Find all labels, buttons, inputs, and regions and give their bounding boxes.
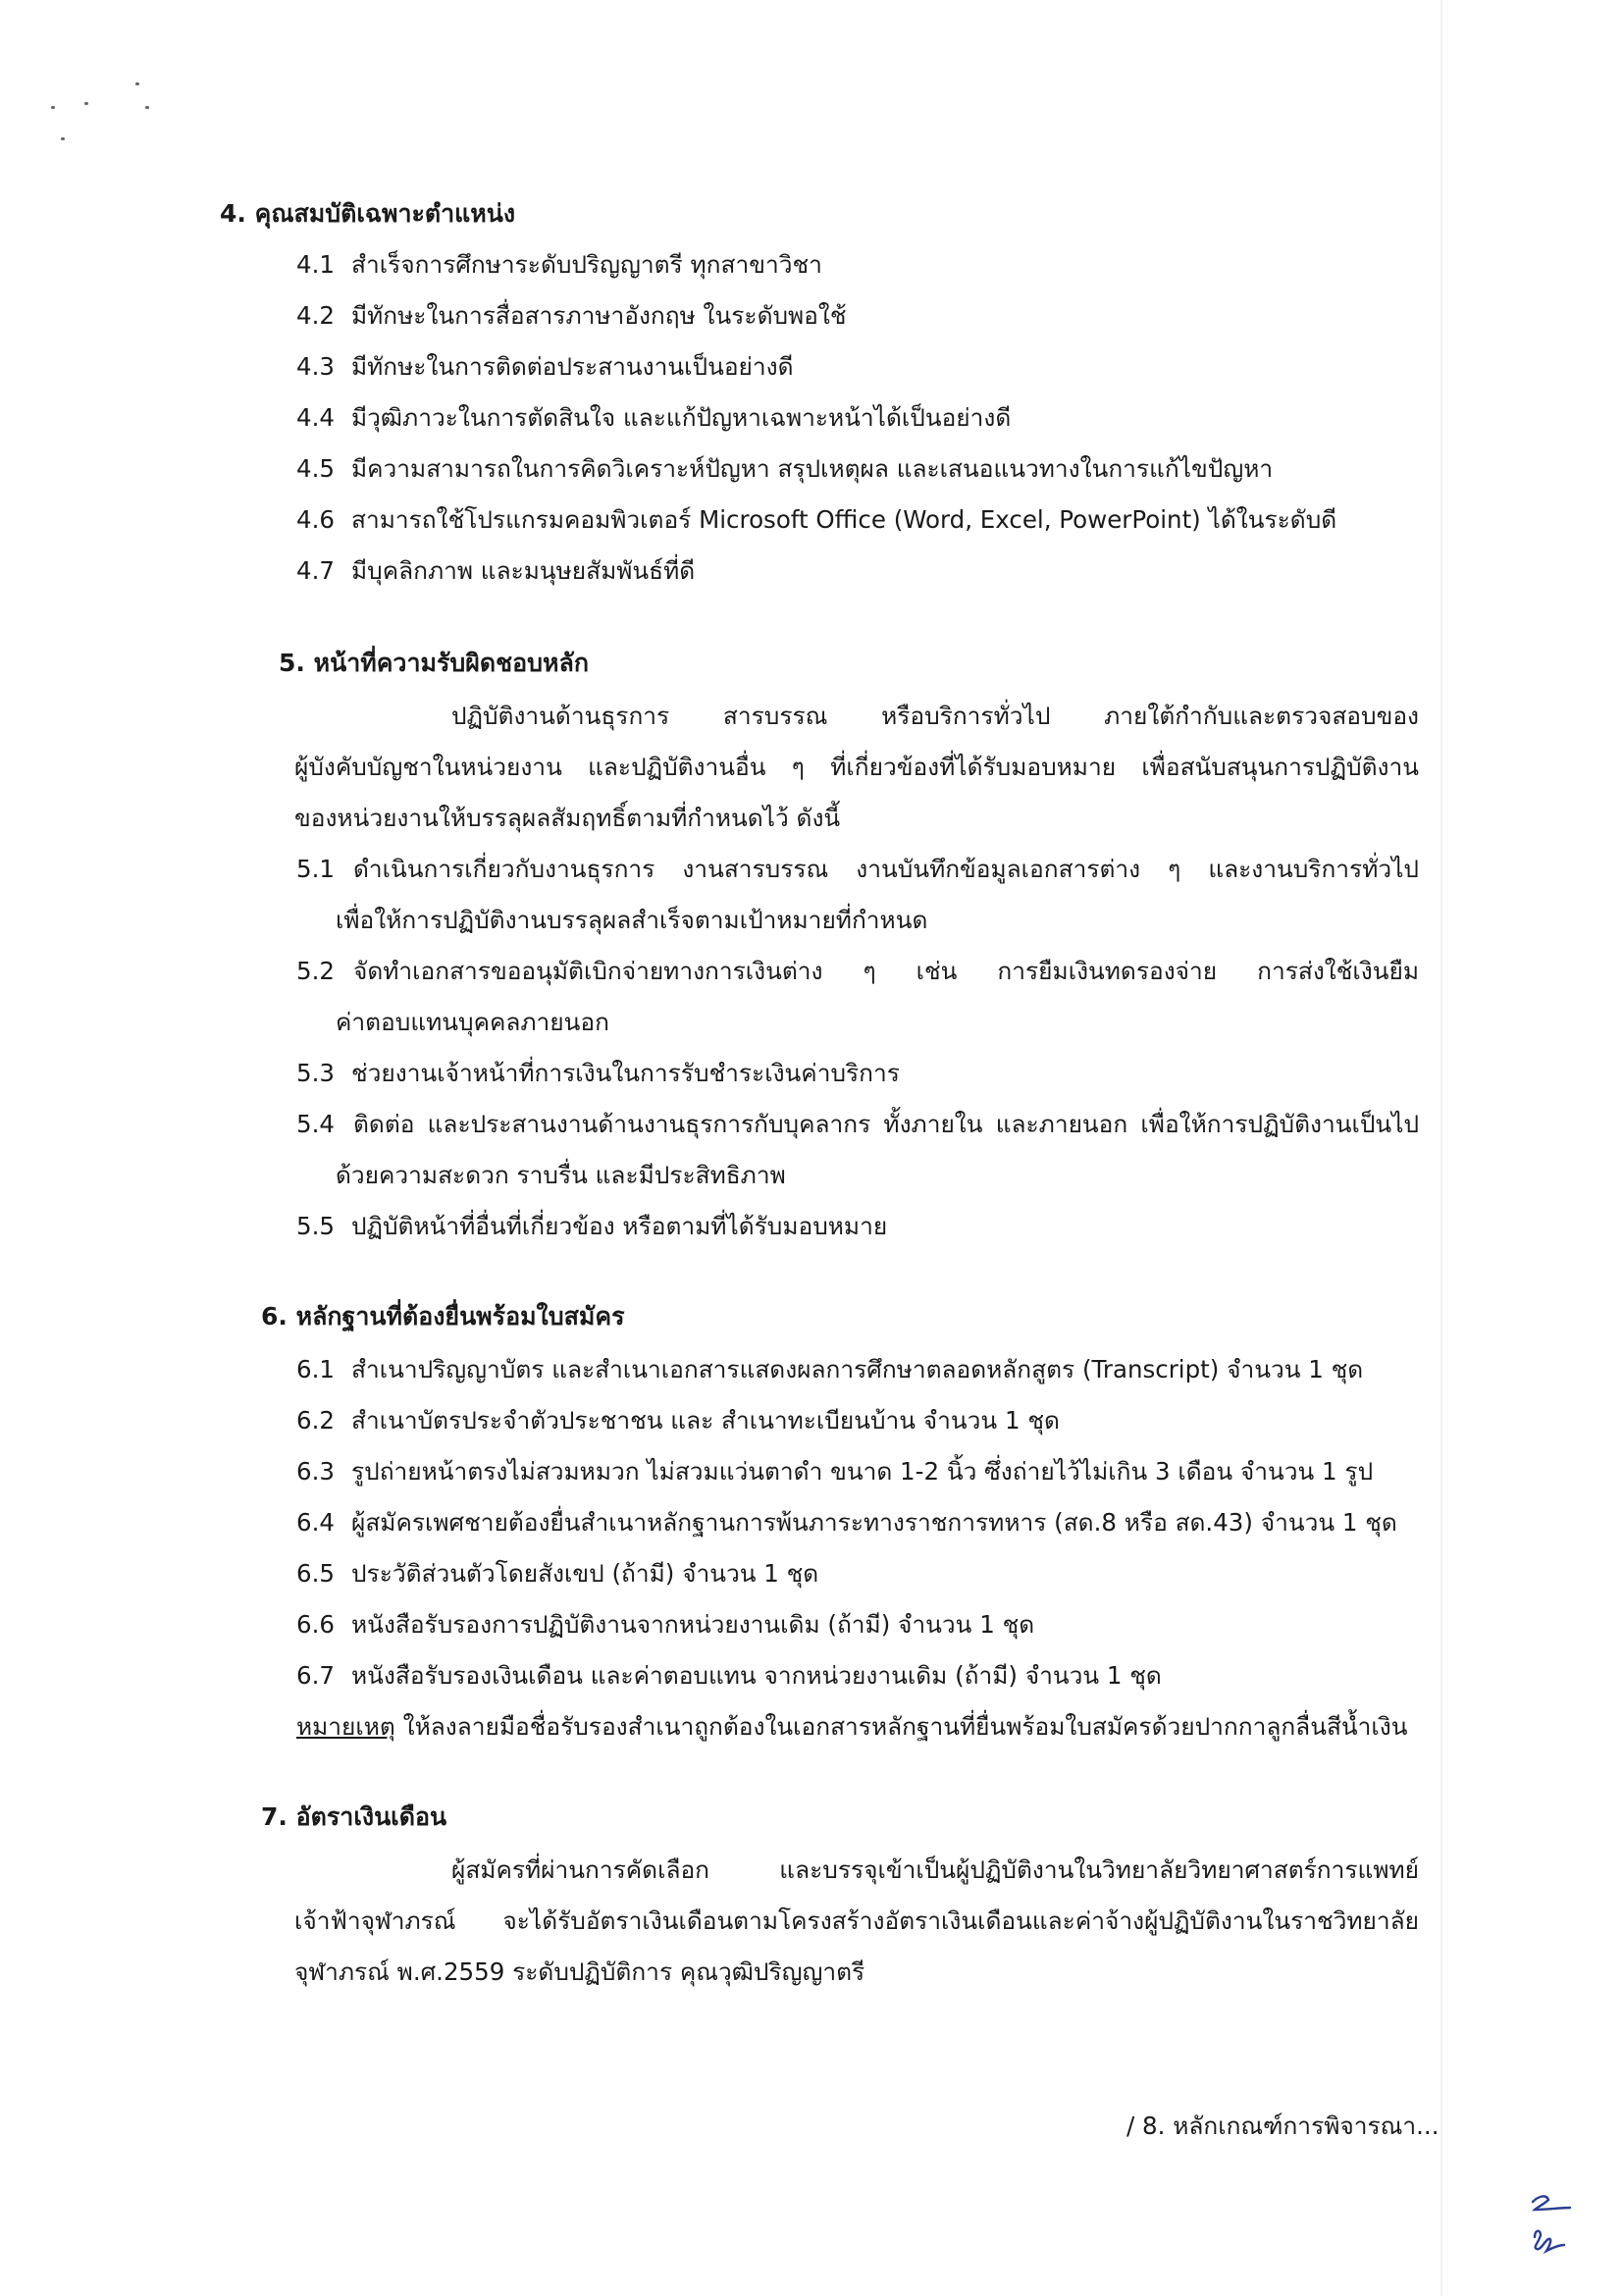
item-text: จัดทำเอกสารขออนุมัติเบิกจ่ายทางการเงินต่าง ๆ เช่น การยืมเงินทดรองจ่าย การส่งใช้เงินยืม bbox=[353, 957, 1419, 985]
list-item bbox=[296, 502, 1336, 538]
item-number: 5.1 bbox=[296, 855, 335, 883]
item-number: 4.3 bbox=[296, 352, 335, 381]
item-number: 6.1 bbox=[296, 1355, 335, 1383]
section-title: คุณสมบัติเฉพาะตำแหน่ง bbox=[254, 199, 516, 228]
item-number: 6.5 bbox=[296, 1559, 335, 1588]
list-item bbox=[296, 1107, 351, 1142]
scan-edge bbox=[1440, 0, 1442, 2296]
scan-speck bbox=[51, 106, 55, 109]
paragraph-line: จุฬาภรณ์ พ.ศ.2559 ระดับปฏิบัติการ คุณวุฒิปริญญาตรี bbox=[294, 1957, 865, 1986]
paragraph-line: ผู้สมัครที่ผ่านการคัดเลือก และบรรจุเข้าเป็นผู้ปฏิบัติงานในวิทยาลัยวิทยาศาสตร์การแพทย์ bbox=[451, 1855, 1419, 1884]
item-number: 4.7 bbox=[296, 556, 335, 585]
paragraph-line: เจ้าฟ้าจุฬาภรณ์ จะได้รับอัตราเงินเดือนตามโครงสร้างอัตราเงินเดือนและค่าจ้างผู้ปฏิบัติงานในราชวิทยาลัย bbox=[294, 1906, 1419, 1935]
section-number: 7. bbox=[261, 1802, 288, 1831]
list-item bbox=[296, 1658, 1162, 1694]
item-text: ปฏิบัติหน้าที่อื่นที่เกี่ยวข้อง หรือตามที่ได้รับมอบหมาย bbox=[351, 1212, 888, 1240]
item-text-continued: ด้วยความสะดวก ราบรื่น และมีประสิทธิภาพ bbox=[336, 1161, 786, 1189]
list-item bbox=[296, 1505, 1397, 1540]
item-number: 4.1 bbox=[296, 250, 335, 279]
section-number: 5. bbox=[279, 649, 305, 677]
item-number: 4.4 bbox=[296, 403, 335, 432]
scan-speck bbox=[145, 106, 149, 109]
item-text: สามารถใช้โปรแกรมคอมพิวเตอร์ Microsoft Office (Word, Excel, PowerPoint) ได้ในระดับดี bbox=[351, 505, 1337, 534]
item-text: มีทักษะในการสื่อสารภาษาอังกฤษ ในระดับพอใช้ bbox=[351, 301, 847, 330]
list-item bbox=[296, 954, 351, 989]
item-number: 5.3 bbox=[296, 1059, 335, 1087]
item-number: 5.4 bbox=[296, 1110, 335, 1138]
item-text-continued: ค่าตอบแทนบุคคลภายนอก bbox=[336, 1008, 609, 1036]
item-number: 6.4 bbox=[296, 1508, 335, 1537]
note-text: ให้ลงลายมือชื่อรับรองสำเนาถูกต้องในเอกสารหลักฐานที่ยื่นพร้อมใบสมัครด้วยปากกาลูกลื่นสีน้ำเงิน bbox=[394, 1712, 1408, 1741]
list-item bbox=[296, 451, 1273, 487]
note-label: หมายเหตุ bbox=[296, 1712, 395, 1741]
list-item bbox=[296, 1352, 1363, 1387]
section-number: 4. bbox=[220, 199, 246, 228]
item-text: ดำเนินการเกี่ยวกับงานธุรการ งานสารบรรณ งานบันทึกข้อมูลเอกสารต่าง ๆ และงานบริการทั่วไป bbox=[353, 855, 1419, 883]
item-number: 4.5 bbox=[296, 454, 335, 483]
section-7-heading bbox=[261, 1800, 446, 1835]
item-text: สำเร็จการศึกษาระดับปริญญาตรี ทุกสาขาวิชา bbox=[351, 250, 822, 279]
item-text: ติดต่อ และประสานงานด้านงานธุรการกับบุคลากร ทั้งภายใน และภายนอก เพื่อให้การปฏิบัติงานเป็นไป bbox=[353, 1110, 1419, 1138]
continuation-text: / 8. หลักเกณฑ์การพิจารณา... bbox=[1126, 2112, 1440, 2140]
list-item bbox=[296, 400, 1011, 436]
item-number: 6.2 bbox=[296, 1406, 335, 1435]
item-text: สำเนาปริญญาบัตร และสำเนาเอกสารแสดงผลการศึกษาตลอดหลักสูตร (Transcript) จำนวน 1 ชุด bbox=[351, 1355, 1364, 1383]
paragraph-line: ปฏิบัติงานด้านธุรการ สารบรรณ หรือบริการทั่วไป ภายใต้กำกับและตรวจสอบของ bbox=[451, 702, 1419, 730]
item-number: 4.6 bbox=[296, 505, 335, 534]
section-6-heading bbox=[261, 1299, 625, 1334]
item-number: 6.7 bbox=[296, 1661, 335, 1690]
list-item bbox=[296, 1056, 900, 1091]
scan-speck bbox=[84, 102, 88, 105]
list-item bbox=[296, 247, 822, 283]
item-number: 5.2 bbox=[296, 957, 335, 985]
list-item bbox=[296, 1209, 887, 1244]
item-text: มีทักษะในการติดต่อประสานงานเป็นอย่างดี bbox=[351, 352, 794, 381]
item-text: มีบุคลิกภาพ และมนุษยสัมพันธ์ที่ดี bbox=[351, 556, 696, 585]
scan-speck bbox=[135, 82, 139, 85]
section-number: 6. bbox=[261, 1302, 288, 1331]
paragraph-line: ผู้บังคับบัญชาในหน่วยงาน และปฏิบัติงานอื่น ๆ ที่เกี่ยวข้องที่ได้รับมอบหมาย เพื่อสนับสนุนการปฏิบัติงาน bbox=[294, 753, 1419, 781]
scan-speck bbox=[61, 137, 65, 140]
item-text: มีความสามารถในการคิดวิเคราะห์ปัญหา สรุปเหตุผล และเสนอแนวทางในการแก้ไขปัญหา bbox=[351, 454, 1274, 483]
list-item bbox=[296, 298, 847, 334]
list-item bbox=[296, 1454, 1373, 1489]
list-item bbox=[296, 852, 351, 887]
note bbox=[296, 1709, 1408, 1745]
item-text: หนังสือรับรองเงินเดือน และค่าตอบแทน จากหน่วยงานเดิม (ถ้ามี) จำนวน 1 ชุด bbox=[351, 1661, 1162, 1690]
section-title: หลักฐานที่ต้องยื่นพร้อมใบสมัคร bbox=[295, 1302, 625, 1331]
handwritten-mark bbox=[1527, 2186, 1576, 2269]
item-number: 6.3 bbox=[296, 1457, 335, 1486]
item-text: หนังสือรับรองการปฏิบัติงานจากหน่วยงานเดิม (ถ้ามี) จำนวน 1 ชุด bbox=[351, 1610, 1035, 1639]
list-item bbox=[296, 553, 695, 589]
item-number: 5.5 bbox=[296, 1212, 335, 1240]
paragraph-line: ของหน่วยงานให้บรรลุผลสัมฤทธิ์ตามที่กำหนดไว้ ดังนี้ bbox=[294, 804, 841, 832]
section-4-heading bbox=[220, 196, 515, 232]
item-text: ผู้สมัครเพศชายต้องยื่นสำเนาหลักฐานการพ้นภาระทางราชการทหาร (สด.8 หรือ สด.43) จำนวน 1 ชุด bbox=[351, 1508, 1397, 1537]
list-item bbox=[296, 1556, 818, 1592]
item-text: ช่วยงานเจ้าหน้าที่การเงินในการรับชำระเงินค่าบริการ bbox=[351, 1059, 900, 1087]
item-text: รูปถ่ายหน้าตรงไม่สวมหมวก ไม่สวมแว่นตาดำ ขนาด 1-2 นิ้ว ซึ่งถ่ายไว้ไม่เกิน 3 เดือน จำนวน 1 รูป bbox=[351, 1457, 1374, 1486]
item-text: ประวัติส่วนตัวโดยสังเขป (ถ้ามี) จำนวน 1 ชุด bbox=[351, 1559, 819, 1588]
section-title: อัตราเงินเดือน bbox=[295, 1802, 447, 1831]
item-text: สำเนาบัตรประจำตัวประชาชน และ สำเนาทะเบียนบ้าน จำนวน 1 ชุด bbox=[351, 1406, 1060, 1435]
item-number: 6.6 bbox=[296, 1610, 335, 1639]
item-text: มีวุฒิภาวะในการตัดสินใจ และแก้ปัญหาเฉพาะหน้าได้เป็นอย่างดี bbox=[351, 403, 1012, 432]
item-number: 4.2 bbox=[296, 301, 335, 330]
item-text-continued: เพื่อให้การปฏิบัติงานบรรลุผลสำเร็จตามเป้าหมายที่กำหนด bbox=[336, 906, 928, 934]
section-title: หน้าที่ความรับผิดชอบหลัก bbox=[313, 649, 589, 677]
list-item bbox=[296, 1607, 1034, 1643]
list-item bbox=[296, 1403, 1060, 1438]
list-item bbox=[296, 349, 794, 385]
section-5-heading bbox=[279, 646, 589, 681]
